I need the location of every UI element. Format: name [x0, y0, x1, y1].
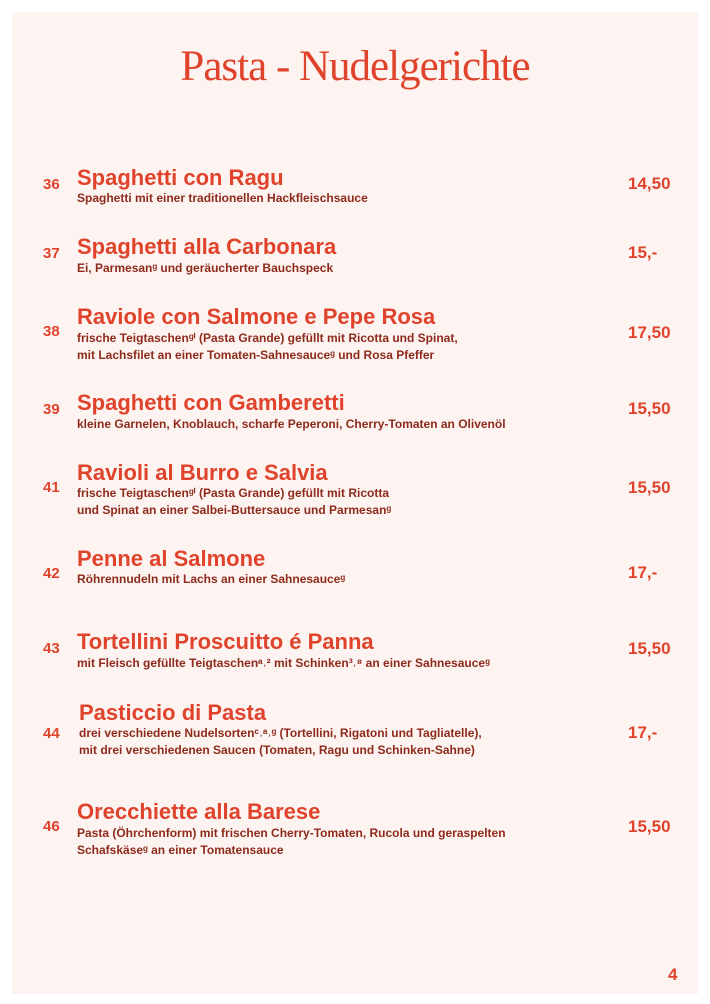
- item-name: Pasticcio di Pasta: [79, 700, 267, 725]
- item-number: 39: [43, 401, 60, 418]
- item-number: 46: [43, 818, 60, 835]
- item-name: Ravioli al Burro e Salvia: [77, 460, 328, 485]
- item-name: Spaghetti alla Carbonara: [77, 234, 337, 259]
- item-price: 15,50: [628, 639, 671, 658]
- item-price: 15,-: [628, 243, 658, 262]
- item-name: Tortellini Proscuitto é Panna: [77, 629, 374, 654]
- item-name: Raviole con Salmone e Pepe Rosa: [77, 304, 436, 329]
- item-description: und Spinat an einer Salbei-Buttersauce und Parmesanᵍ: [77, 503, 392, 517]
- item-price: 14,50: [628, 174, 671, 193]
- item-number: 44: [43, 725, 60, 742]
- item-description: mit drei verschiedenen Saucen (Tomaten, Ragu und Schinken-Sahne): [79, 743, 475, 757]
- item-price: 15,50: [628, 478, 671, 497]
- item-description: mit Fleisch gefüllte Teigtaschenᵃ˒² mit Schinken³˒⁸ an einer Sahnesauceᵍ: [77, 656, 490, 670]
- item-number: 42: [43, 565, 60, 582]
- item-description: kleine Garnelen, Knoblauch, scharfe Peperoni, Cherry-Tomaten an Olivenöl: [77, 417, 506, 431]
- item-description: frische Teigtaschenᵍⁱ (Pasta Grande) gefüllt mit Ricotta: [77, 486, 390, 500]
- item-number: 38: [43, 323, 60, 340]
- item-description: mit Lachsfilet an einer Tomaten-Sahnesauceᵍ und Rosa Pfeffer: [77, 348, 435, 362]
- item-number: 36: [43, 176, 60, 193]
- item-price: 17,50: [628, 323, 671, 342]
- page-title: Pasta - Nudelgerichte: [180, 43, 530, 90]
- item-price: 17,-: [628, 563, 658, 582]
- item-description: Ei, Parmesanᵍ und geräucherter Bauchspeck: [77, 261, 334, 275]
- item-description: Pasta (Öhrchenform) mit frischen Cherry-Tomaten, Rucola und geraspelten: [77, 826, 506, 840]
- item-description: Schafskäseᵍ an einer Tomatensauce: [77, 843, 284, 857]
- item-name: Orecchiette alla Barese: [77, 799, 321, 824]
- item-description: frische Teigtaschenᵍⁱ (Pasta Grande) gefüllt mit Ricotta und Spinat,: [77, 331, 458, 345]
- item-number: 37: [43, 245, 60, 262]
- item-name: Spaghetti con Ragu: [77, 165, 284, 190]
- item-description: Spaghetti mit einer traditionellen Hackfleischsauce: [77, 191, 368, 205]
- item-name: Penne al Salmone: [77, 546, 266, 571]
- item-number: 43: [43, 640, 60, 657]
- item-description: drei verschiedene Nudelsortenᶜ˒ᵃ˒ᵍ (Tortellini, Rigatoni und Tagliatelle),: [79, 726, 482, 740]
- item-number: 41: [43, 479, 60, 496]
- item-price: 15,50: [628, 817, 671, 836]
- page-number: 4: [668, 965, 678, 984]
- item-price: 17,-: [628, 723, 658, 742]
- item-price: 15,50: [628, 399, 671, 418]
- item-description: Röhrennudeln mit Lachs an einer Sahnesauceᵍ: [77, 572, 346, 586]
- item-name: Spaghetti con Gamberetti: [77, 390, 345, 415]
- menu-page: [12, 12, 698, 994]
